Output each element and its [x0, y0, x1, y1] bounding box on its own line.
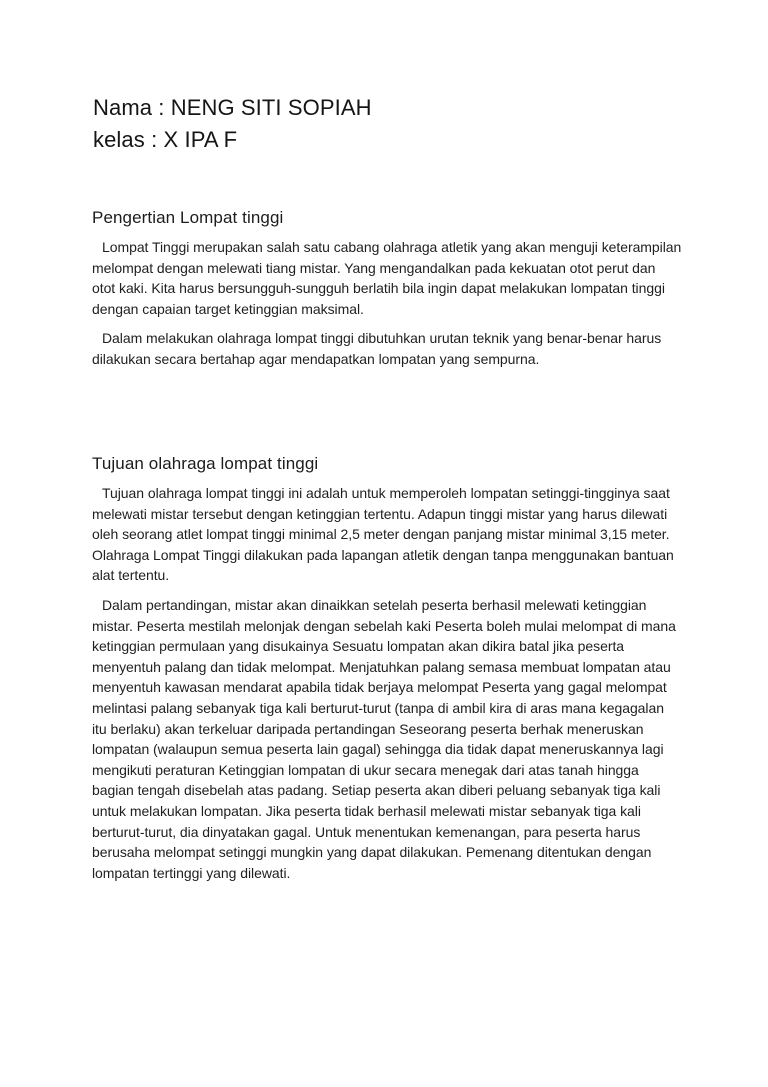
paragraph: Lompat Tinggi merupakan salah satu cabang olahraga atletik yang akan menguji keterampilan melompat dengan melewati tiang mistar. Yang mengandalkan pada kekuatan otot perut dan otot kaki. Kita harus bersungguh-sungguh berlatih bila ingin dapat melakukan lompatan tinggi dengan capaian target ketinggian maksimal. [92, 239, 682, 317]
section-pengertian [92, 207, 682, 379]
student-name: Nama : NENG SITI SOPIAH [93, 95, 372, 120]
student-class: kelas : X IPA F [93, 127, 238, 152]
section-tujuan [92, 453, 682, 892]
section-title: Pengertian Lompat tinggi [92, 208, 284, 227]
section-title: Tujuan olahraga lompat tinggi [92, 454, 319, 473]
paragraph: Tujuan olahraga lompat tinggi ini adalah untuk memperoleh lompatan setinggi-tingginya saat melewati mistar tersebut dengan ketinggian tertentu. Adapun tinggi mistar yang harus dilewati oleh seorang atlet lompat tinggi minimal 2,5 meter dengan panjang mistar minimal 3,15 meter. Olahraga Lompat Tinggi dilakukan pada lapangan atletik dengan tanpa menggunakan bantuan alat tertentu. [92, 485, 674, 584]
paragraph: Dalam melakukan olahraga lompat tinggi dibutuhkan urutan teknik yang benar-benar harus dilakukan secara bertahap agar mendapatkan lompatan yang sempurna. [92, 330, 662, 367]
paragraph: Dalam pertandingan, mistar akan dinaikkan setelah peserta berhasil melewati ketinggian mistar. Peserta mestilah melonjak dengan sebelah kaki Peserta boleh mulai melompat di mana ketinggian permulaan yang disukainya Sesuatu lompatan akan dikira batal jika peserta menyentuh palang dan tidak melompat. Menjatuhkan palang semasa membuat lompatan atau menyentuh kawasan mendarat apabila tidak berjaya melompat Peserta yang gagal melompat melintasi palang sebanyak tiga kali berturut-turut (tanpa di ambil kira di aras mana kegagalan itu berlaku) akan terkeluar daripada pertandingan Seseorang peserta berhak meneruskan lompatan (walaupun semua peserta lain gagal) sehingga dia tidak dapat meneruskannya lagi mengikuti peraturan Ketinggian lompatan di ukur secara menegak dari atas tanah hingga bagian tengah disebelah atas padang. Setiap peserta akan diberi peluang sebanyak tiga kali untuk melakukan lompatan. Jika peserta tidak berhasil melewati mistar sebanyak tiga kali berturut-turut, dia dinyatakan gagal. Untuk menentukan kemenangan, para peserta harus berusaha melompat setinggi mungkin yang dapat dilakukan. Pemenang ditentukan dengan lompatan tertinggi yang dilewati. [92, 596, 676, 881]
document-header [93, 92, 693, 156]
